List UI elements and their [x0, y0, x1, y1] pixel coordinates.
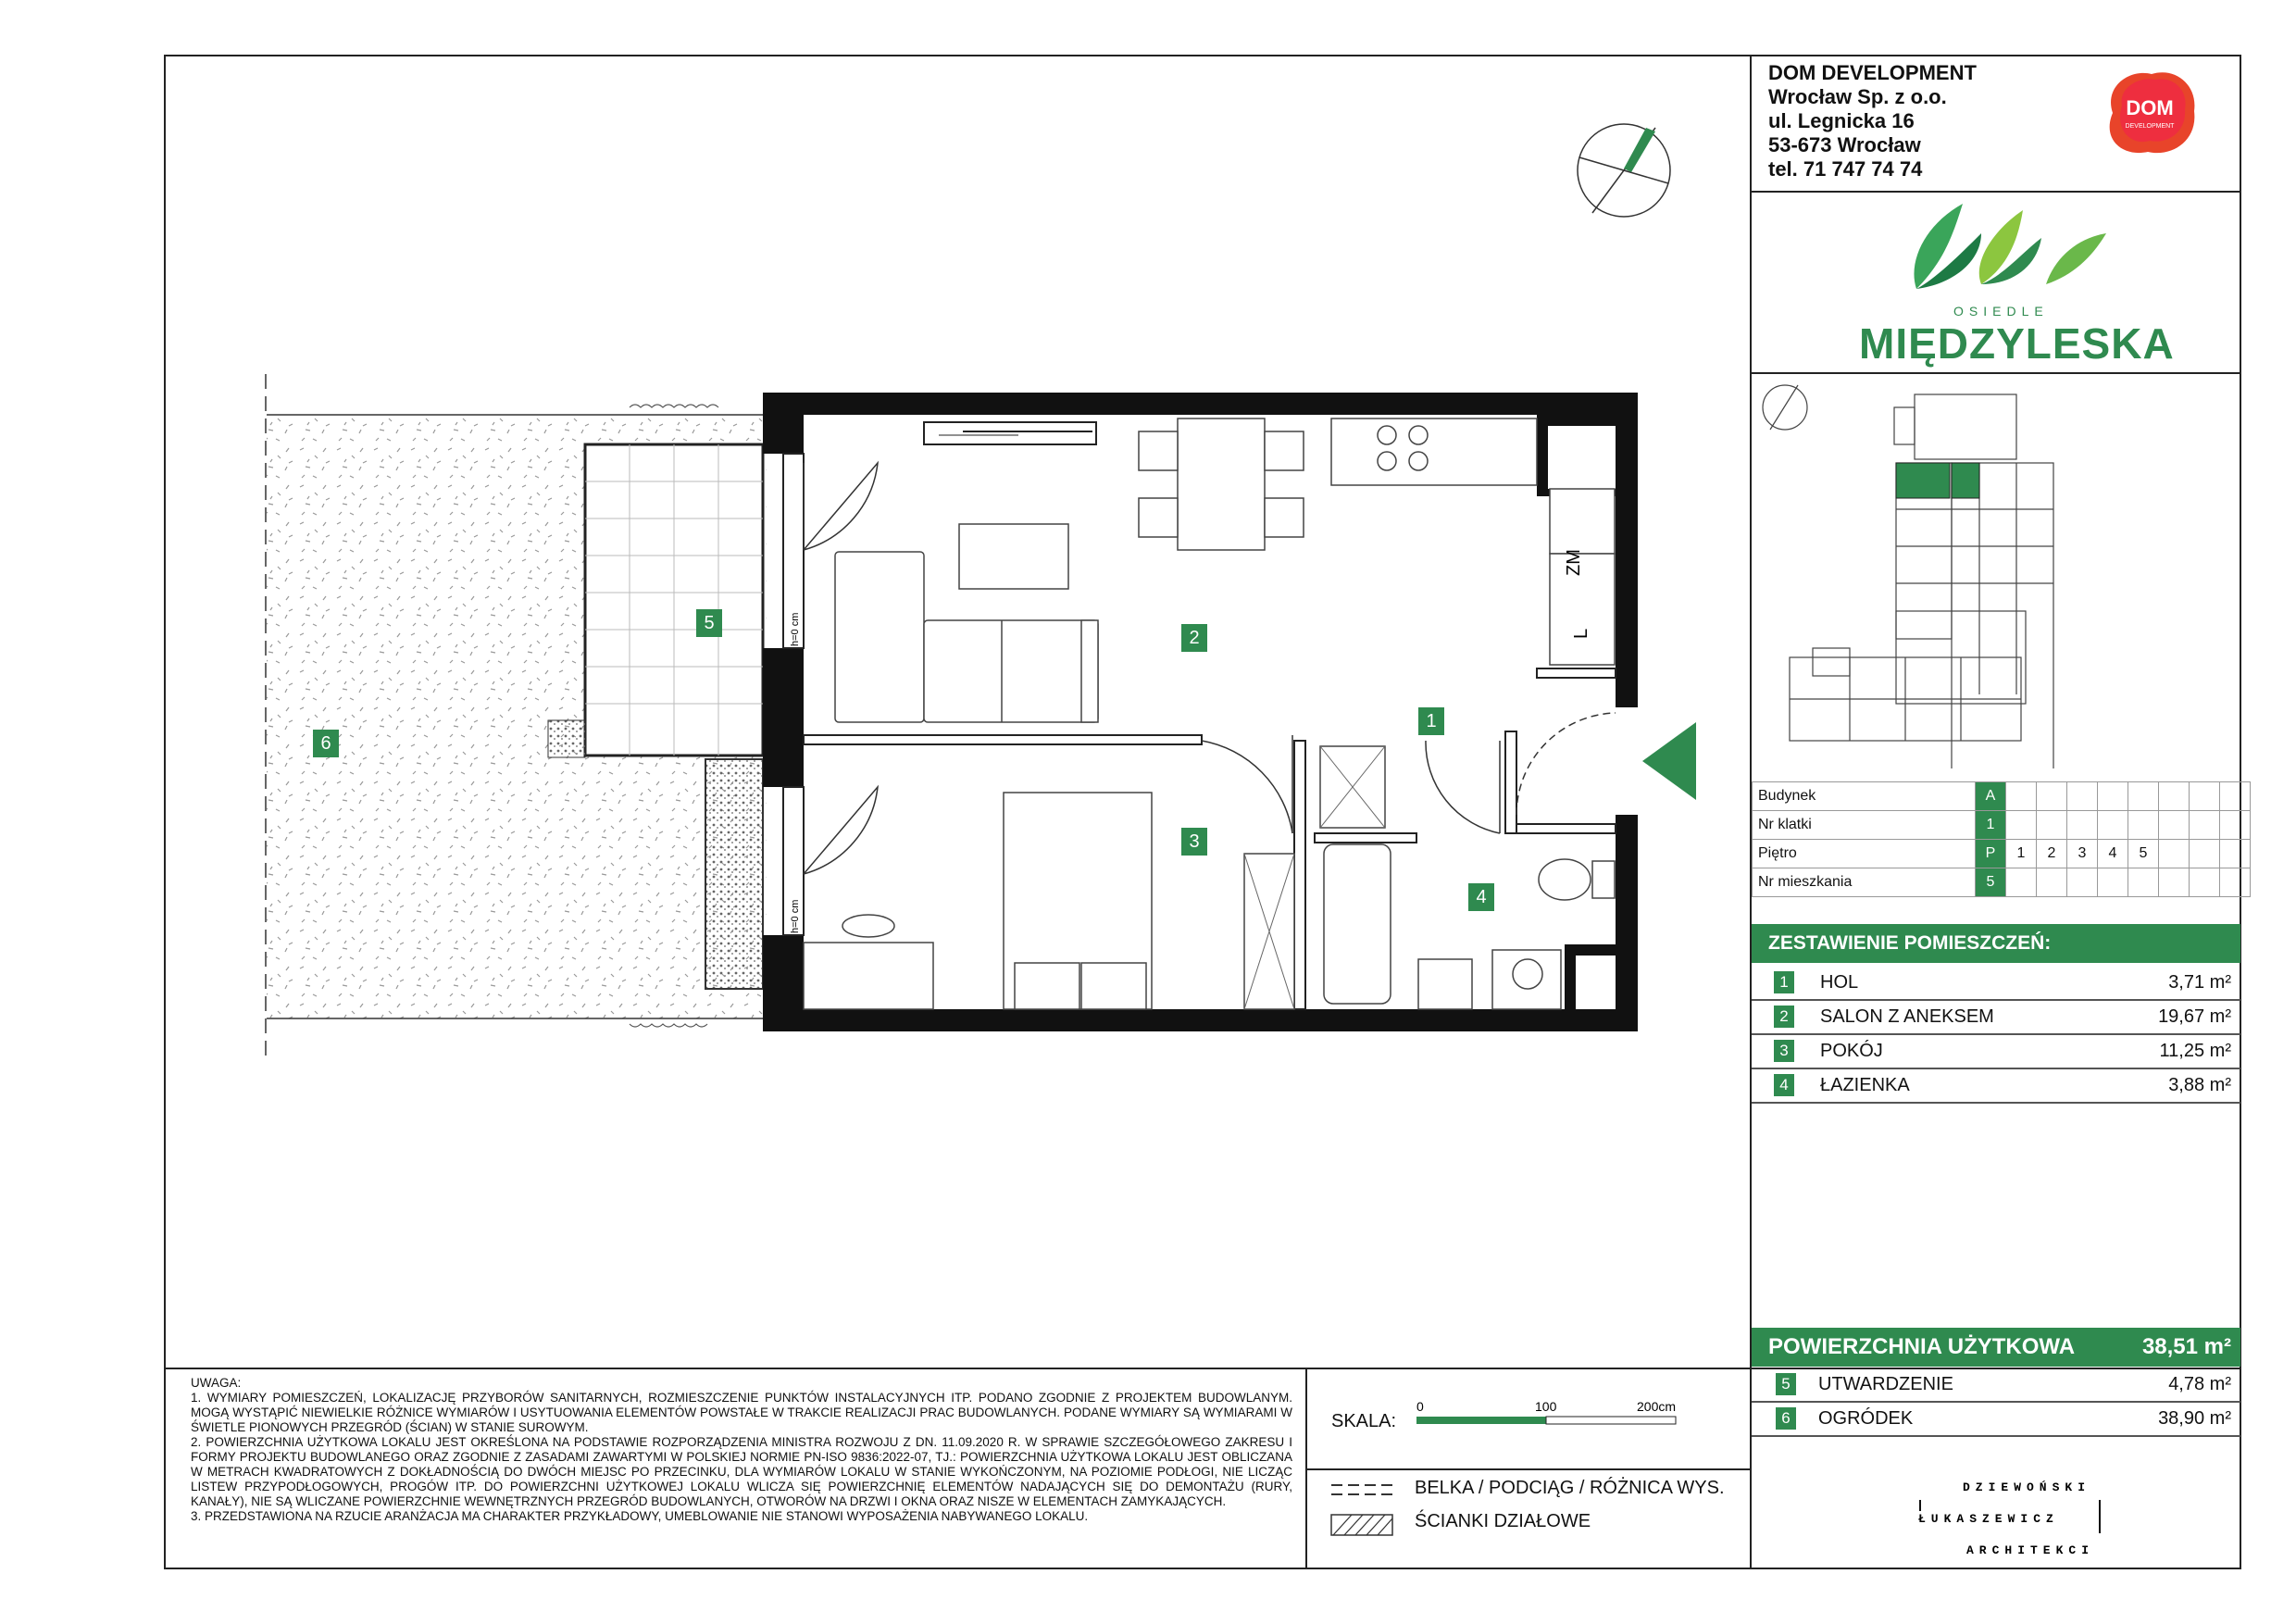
room-label: 2: [1181, 624, 1207, 652]
apartment-info-table: [1752, 781, 2251, 897]
room-label: 4: [1468, 883, 1494, 911]
room-row: [1752, 1001, 2240, 1035]
room-name: POKÓJ: [1820, 1041, 1883, 1061]
company-city: 53-673 Wrocław: [1768, 133, 1921, 156]
info-row-building: [1753, 782, 2251, 811]
window-sill-label: h=0 cm: [790, 612, 801, 646]
room-name: HOL: [1820, 972, 1859, 993]
dom-development-logo: [2094, 67, 2205, 159]
floor-option: 1: [2006, 840, 2037, 868]
dom-logo-text: DOM: [2126, 96, 2174, 119]
room-number: 4: [1774, 1074, 1794, 1096]
extra-area-row: [1752, 1403, 2240, 1437]
entrance-arrow-icon: [1642, 722, 1696, 800]
info-value: A: [1976, 782, 2006, 811]
project-small-title: OSIEDLE: [1953, 304, 2049, 319]
scale-bar: [1407, 1396, 1703, 1433]
room-number: 5: [1776, 1373, 1796, 1395]
room-row: [1752, 1069, 2240, 1104]
floor-option: 5: [2128, 840, 2159, 868]
floor-option: 2: [2037, 840, 2067, 868]
scale-tick: 0: [1416, 1399, 1424, 1414]
room-area: 11,25 m²: [2159, 1041, 2231, 1061]
architect-line1: DZIEWOŃSKI: [1963, 1480, 2091, 1494]
dom-logo-subtext: DEVELOPMENT: [2125, 123, 2175, 130]
total-area-label: POWIERZCHNIA UŻYTKOWA: [1768, 1334, 2076, 1359]
architect-line2: ŁUKASZEWICZ: [1918, 1512, 2059, 1526]
legend-beam: BELKA / PODCIĄG / RÓŻNICA WYS.: [1415, 1478, 1725, 1498]
info-row-apartment: [1753, 868, 2251, 897]
room-number: 6: [1776, 1407, 1796, 1430]
room-label: 1: [1418, 707, 1444, 735]
architect-line3: ARCHITEKCI: [1966, 1543, 2095, 1557]
room-number: 1: [1774, 971, 1794, 993]
notes-title: UWAGA:: [191, 1376, 242, 1390]
legend-icons: [1329, 1480, 1404, 1544]
total-area-value: 38,51 m²: [2141, 1334, 2231, 1359]
zm-label: ZM: [1564, 549, 1584, 576]
info-label: Piętro: [1753, 840, 1976, 868]
info-label: Nr mieszkania: [1753, 868, 1976, 897]
legend-partition: ŚCIANKI DZIAŁOWE: [1415, 1511, 1591, 1531]
note-item: 2. POWIERZCHNIA UŻYTKOWA LOKALU JEST OKREŚLONA NA PODSTAWIE ROZPORZĄDZENIA MINISTRA ROZWOJU Z DN. 11.09.2020 R. W SPRAWIE SZCZEGÓŁOWEGO ZAKRESU I FORMY PROJEKTU BUDOWLANEGO ORAZ ZGODNIE Z ZASADAMI ZAWARTYMI W POLSKIEJ NORMIE PN-ISO 9836:2022-07, TJ.: POWIERZCHNIA UŻYTKOWA LOKALU JEST OBLICZANA W METRACH KWADRATOWYCH Z DOKŁADNOŚCIĄ DO DWÓCH MIEJSC PO PRZECINKU, DLA WYMIARÓW LOKALU W STANIE WYKOŃCZONYM, NA POZIOMIE PODŁOGI, NIE LICZĄC LISTEW PRZYPODŁOGOWYCH, PROGÓW ITP. DO POWIERZCHNI UŻYTKOWEJ LOKALU WLICZA SIĘ POWIERZCHNIĘ ELEMENTÓW NADAJĄCYCH SIĘ DO DEMONTAŻU (RURY, KANAŁY), NIE SĄ WLICZANE POWIERZCHNIE WEWNĘTRZNYCH PRZEGRÓD BUDOWLANYCH, OTWORÓW NA DRZWI I OKNA ORAZ NISZE W ELEMENTACH ZAMYKAJĄCYCH.: [191, 1435, 1292, 1508]
info-value: 5: [1976, 868, 2006, 897]
room-name: ŁAZIENKA: [1820, 1075, 1910, 1095]
room-area: 38,90 m²: [2158, 1408, 2231, 1429]
room-label: 3: [1181, 828, 1207, 856]
room-label: 6: [313, 730, 339, 757]
divider: [1750, 372, 2240, 374]
info-row-staircase: [1753, 811, 2251, 840]
extra-area-row: [1752, 1368, 2240, 1403]
scale-tick: 200cm: [1637, 1399, 1677, 1414]
rooms-heading: ZESTAWIENIE POMIESZCZEŃ:: [1752, 924, 2240, 963]
company-address: ul. Legnicka 16: [1768, 109, 1915, 132]
company-phone: tel. 71 747 74 74: [1768, 157, 1923, 181]
footer-divider: [1305, 1468, 1750, 1470]
company-name: DOM DEVELOPMENT: [1768, 61, 1977, 84]
floor-option: 4: [2098, 840, 2128, 868]
info-value: P: [1976, 840, 2006, 868]
room-area: 3,71 m²: [2168, 972, 2231, 993]
room-area: 19,67 m²: [2158, 1006, 2231, 1027]
scale-tick: 100: [1535, 1399, 1557, 1414]
project-title: MIĘDZYLESKA: [1859, 319, 2175, 368]
info-label: Budynek: [1753, 782, 1976, 811]
window-sill-label: h=0 cm: [790, 899, 801, 933]
room-name: SALON Z ANEKSEM: [1820, 1006, 1994, 1027]
room-number: 2: [1774, 1006, 1794, 1028]
room-area: 4,78 m²: [2168, 1374, 2231, 1394]
l-label: L: [1571, 628, 1591, 639]
room-row: [1752, 1035, 2240, 1069]
info-label: Nr klatki: [1753, 811, 1976, 840]
room-area: 3,88 m²: [2168, 1075, 2231, 1095]
sidebar-divider: [1750, 55, 1752, 1368]
room-number: 3: [1774, 1040, 1794, 1062]
room-label: 5: [696, 609, 722, 637]
room-name: OGRÓDEK: [1818, 1408, 1914, 1429]
room-name: UTWARDZENIE: [1818, 1374, 1953, 1394]
room-row: [1752, 967, 2240, 1001]
architect-logo: [1916, 1478, 2102, 1559]
building-key-plan: [1757, 380, 2239, 768]
floor-option: 3: [2067, 840, 2098, 868]
scale-label: SKALA:: [1331, 1411, 1397, 1431]
note-item: 1. WYMIARY POMIESZCZEŃ, LOKALIZACJĘ PRZYBORÓW SANITARNYCH, ROZMIESZCZENIE PUNKTÓW INSTALACYJNYCH ITP. PODANO ZGODNIE Z PROJEKTEM BUDOWLANYM. MOGĄ WYSTĄPIĆ NIEWIELKIE RÓŻNICE WYMIARÓW I USYTUOWANIA ELEMENTÓW POWSTAŁE W TRAKCIE REALIZACJI PRAC BUDOWLANYCH. PODANE WYMIARY SĄ WYMIARAMI W ŚWIETLE PIONOWYCH PRZEGRÓD (ŚCIAN) W STANIE SUROWYM.: [191, 1391, 1292, 1434]
company-line2: Wrocław Sp. z o.o.: [1768, 85, 1947, 108]
divider: [1750, 191, 2240, 193]
notes: [191, 1376, 1292, 1524]
total-area-bar: [1752, 1328, 2240, 1367]
info-value: 1: [1976, 811, 2006, 840]
company-info: [1768, 61, 1977, 181]
info-row-floor: [1753, 840, 2251, 868]
note-item: 3. PRZEDSTAWIONA NA RZUCIE ARANŻACJA MA CHARAKTER PRZYKŁADOWY, UMEBLOWANIE NIE STANOWI WYPOSAŻENIA NABYWANEGO LOKALU.: [191, 1509, 1089, 1523]
